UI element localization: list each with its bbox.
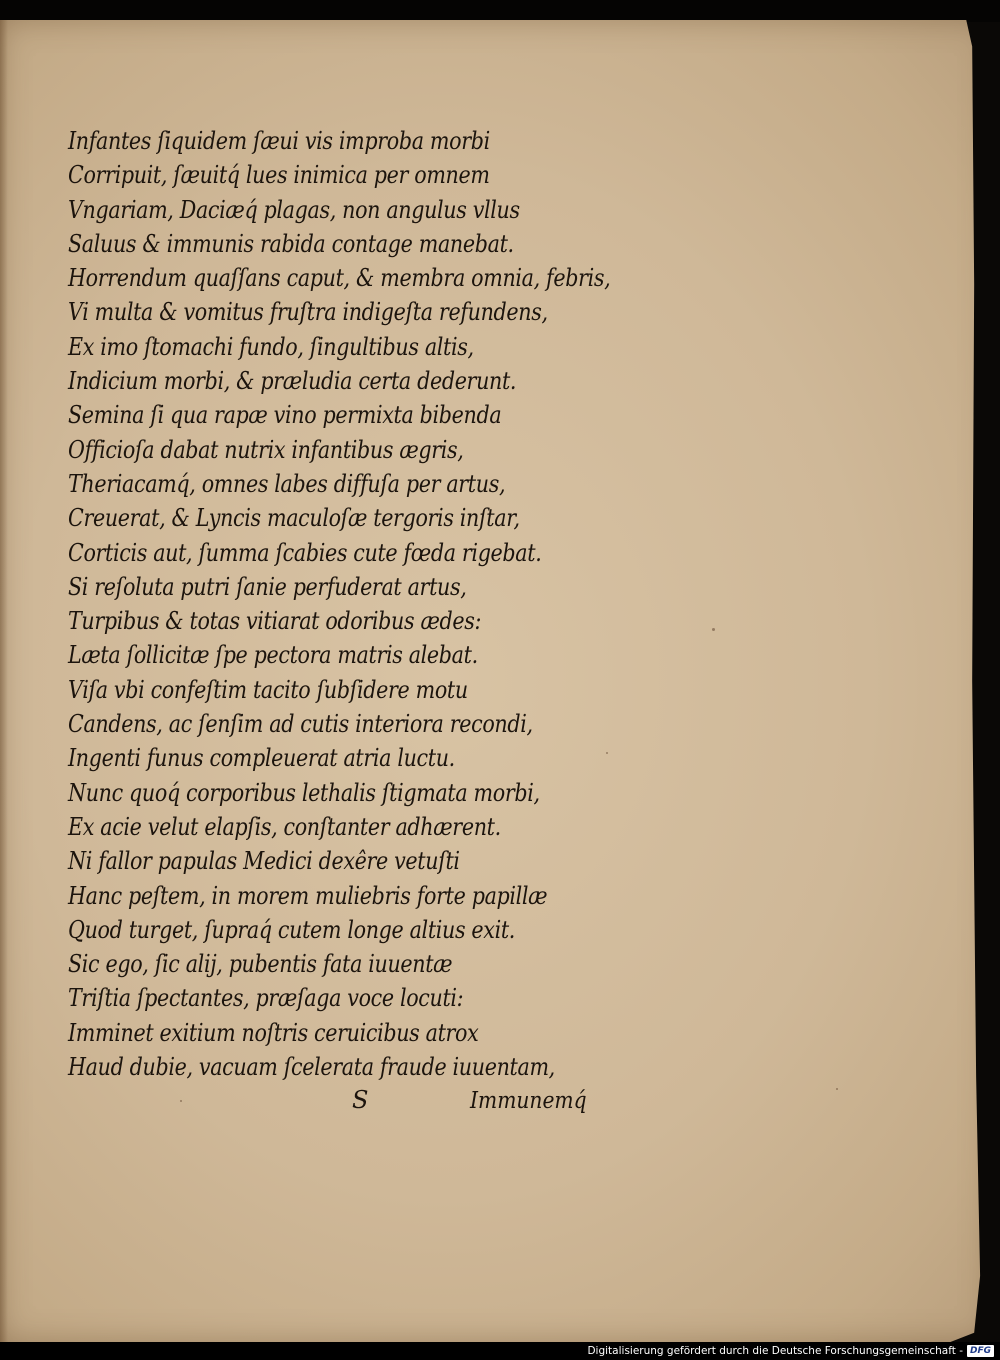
verse-line: Turpibus & totas vitiarat odoribus ædes: — [68, 607, 482, 636]
signature-mark: S — [352, 1086, 369, 1114]
verse-line: Ni fallor papulas Medici dexêre vetuſti — [68, 847, 460, 876]
verse-line: Sic ego, ſic alij, pubentis fata iuuentæ — [68, 950, 453, 979]
verse-line: Vi multa & vomitus fruſtra indigeſta refundens, — [68, 298, 548, 327]
verse-line: Hanc peſtem, in morem muliebris forte papillæ — [68, 881, 548, 910]
footer-credit — [587, 1342, 994, 1360]
verse-line: Imminet exitium noſtris ceruicibus atrox — [68, 1018, 479, 1047]
verse-line: Indicium morbi, & præludia certa dederunt. — [68, 367, 517, 396]
verse-line: Nunc quoq́ corporibus lethalis ſtigmata morbi, — [68, 778, 540, 807]
verse-line: Infantes ſiquidem ſæui vis improba morbi — [68, 127, 490, 155]
verse-line: Corripuit, ſæuitq́ lues inimica per omnem — [68, 161, 490, 190]
verse-line: Quod turget, ſupraq́ cutem longe altius exit. — [68, 915, 516, 944]
verse-line: Viſa vbi confeſtim tacito ſubſidere motu — [68, 675, 468, 704]
verse-lines — [68, 124, 688, 1084]
verse-line: Corticis aut, ſumma ſcabies cute fœda rigebat. — [68, 538, 542, 567]
paper-speck — [180, 1100, 182, 1102]
verse-line: Candens, ac ſenſim ad cutis interiora recondi, — [68, 710, 533, 739]
verse-line: Horrendum quaſſans caput, & membra omnia, febris, — [68, 264, 611, 293]
funding-credit-text: Digitalisierung gefördert durch die Deutsche Forschungsgemeinschaft - — [587, 1345, 963, 1357]
verse-line: Saluus & immunis rabida contage manebat. — [68, 229, 514, 258]
paper-speck — [712, 628, 715, 631]
verse-line: Creuerat, & Lyncis maculoſæ tergoris inſtar, — [68, 504, 520, 533]
verse-line: Triſtia ſpectantes, præſaga voce locuti: — [68, 984, 464, 1013]
verse-line: Semina ſi qua rapæ vino permixta bibenda — [68, 401, 502, 430]
paper-speck — [836, 1088, 838, 1090]
verse-line: Læta ſollicitæ ſpe pectora matris alebat. — [68, 641, 478, 670]
verse-line: Theriacamq́, omnes labes diffuſa per artus, — [68, 469, 506, 498]
catchword: Immunemq́ — [470, 1088, 587, 1114]
dfg-logo-icon: DFG — [967, 1345, 994, 1357]
verse-line: Ingenti funus compleuerat atria luctu. — [68, 744, 455, 773]
scanner-bed-edge — [0, 0, 1000, 22]
verse-line: Vngariam, Daciæq́ plagas, non angulus vllus — [68, 195, 520, 224]
verse-line: Si reſoluta putri ſanie perfuderat artus, — [68, 572, 467, 601]
page-gutter-shadow — [0, 20, 8, 1342]
verse-line: Ex imo ſtomachi fundo, ſingultibus altis, — [68, 332, 474, 361]
verse-line: Haud dubie, vacuam ſcelerata fraude iuuentam, — [68, 1053, 555, 1082]
verse-line: Officioſa dabat nutrix infantibus ægris, — [68, 435, 464, 464]
verse-line: Ex acie velut elapſis, conſtanter adhærent. — [68, 812, 501, 841]
